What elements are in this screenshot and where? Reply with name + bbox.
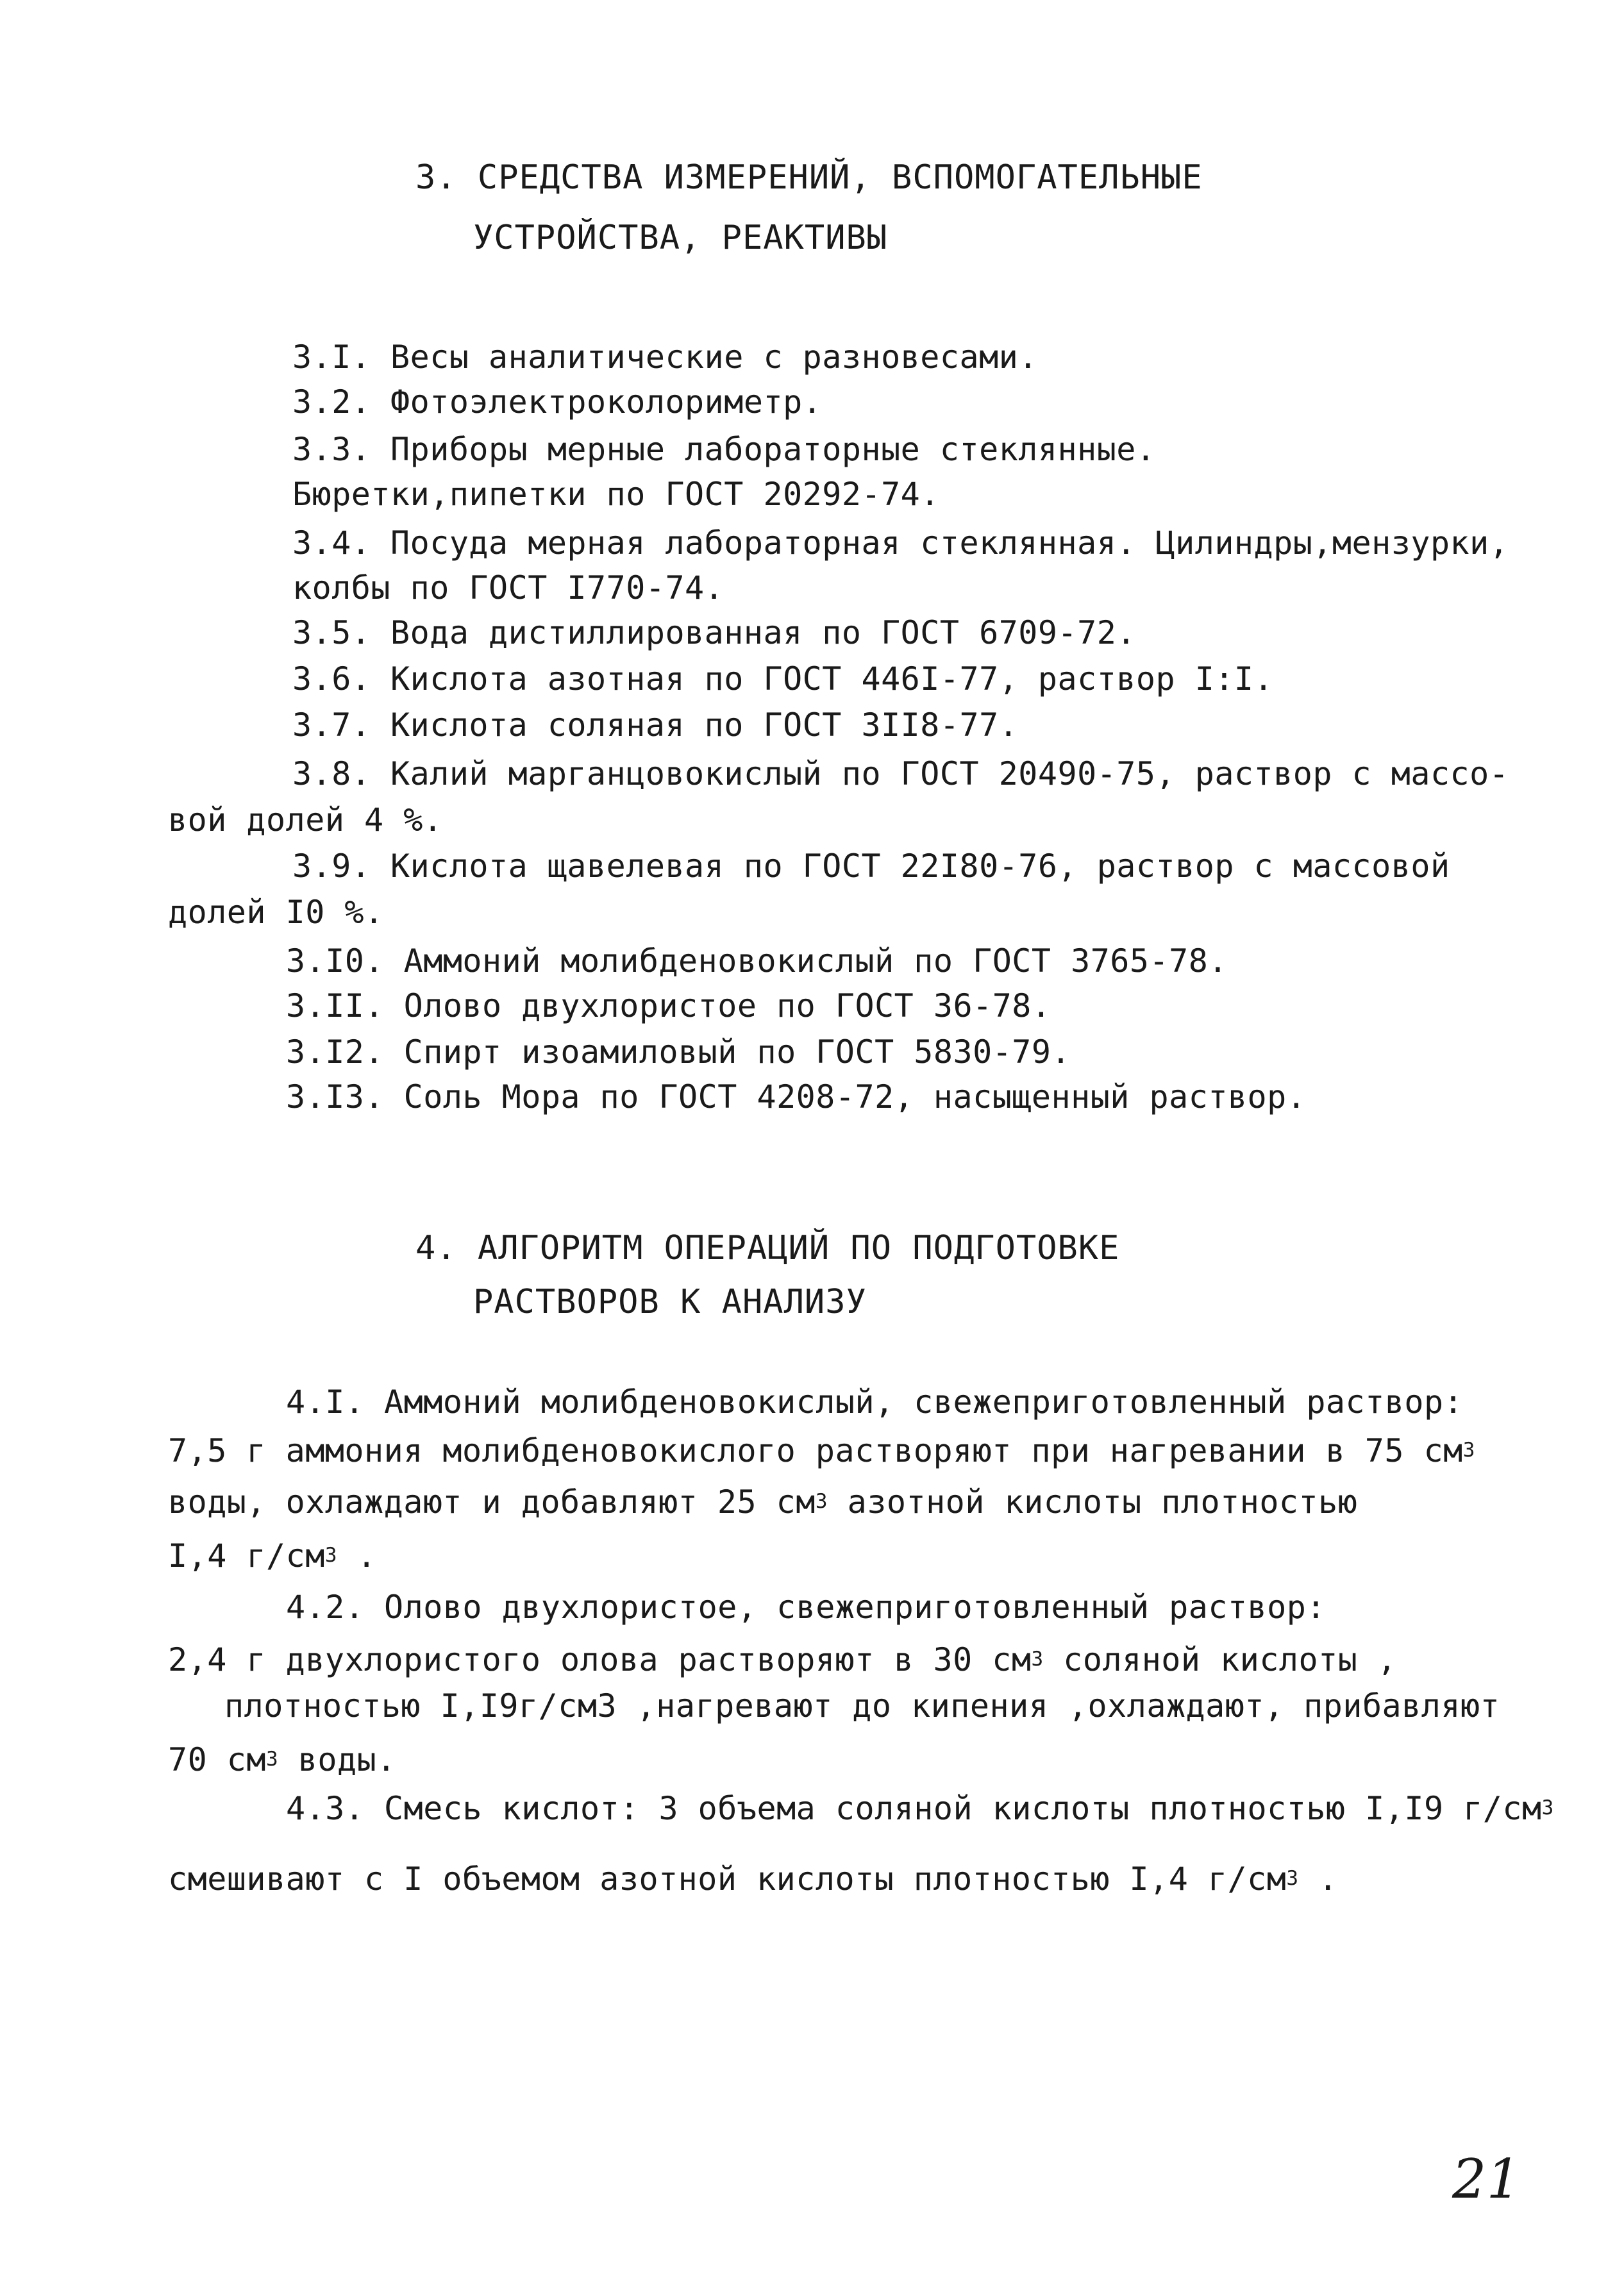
item-3-13: 3.I3. Соль Мора по ГОСТ 4208-72, насыщенный раствор. (286, 1078, 1307, 1115)
para-4-2-line4: 70 $см^3$ воды. (168, 1741, 396, 1778)
item-3-9-cont: долей I0 %. (168, 894, 384, 931)
item-3-2: 3.2. Фотоэлектроколориметр. (292, 383, 823, 421)
para-4-2-line1: 4.2. Олово двухлористое, свежеприготовленный раствор: (286, 1589, 1326, 1626)
section-4-heading-line1: 4. АЛГОРИТМ ОПЕРАЦИЙ ПО ПОДГОТОВКЕ (415, 1229, 1120, 1267)
item-3-11: 3.II. Олово двухлористое по ГОСТ 36-78. (286, 987, 1051, 1024)
item-3-8: 3.8. Калий марганцовокислый по ГОСТ 20490-75, раствор с массо- (292, 755, 1509, 792)
para-4-1-line2: 7,5 г аммония молибденовокислого растворяют при нагревании в 75 $см^3$ (168, 1432, 1475, 1469)
para-4-1-line1: 4.I. Аммоний молибденовокислый, свежеприготовленный раствор: (286, 1383, 1464, 1421)
item-3-8-cont: вой долей 4 %. (168, 801, 443, 839)
section-4-heading-line2: РАСТВОРОВ К АНАЛИЗУ (473, 1283, 867, 1321)
item-3-9: 3.9. Кислота щавелевая по ГОСТ 22I80-76, раствор с массовой (292, 848, 1450, 885)
section-3-heading-line2: УСТРОЙСТВА, РЕАКТИВЫ (473, 219, 888, 257)
para-4-2-line2: 2,4 г двухлористого олова растворяют в 30 $см^3$ соляной кислоты , (168, 1641, 1397, 1678)
para-4-1-line4: I,4 $г/см^3$ . (168, 1537, 377, 1575)
page-number: 21 (1452, 2148, 1521, 2210)
item-3-4: 3.4. Посуда мерная лабораторная стеклянная. Цилиндры,мензурки, (292, 524, 1509, 562)
item-3-12: 3.I2. Спирт изоамиловый по ГОСТ 5830-79. (286, 1033, 1071, 1071)
para-4-1-line3: воды, охлаждают и добавляют 25 $см^3$ азотной кислоты плотностью (168, 1483, 1358, 1521)
item-3-6: 3.6. Кислота азотная по ГОСТ 446I-77, раствор I:I. (292, 660, 1274, 697)
item-3-7: 3.7. Кислота соляная по ГОСТ 3II8-77. (292, 706, 1019, 744)
para-4-3-line2: смешивают с I объемом азотной кислоты плотностью I,4 $г/см^3$ . (168, 1860, 1338, 1898)
item-3-4-cont: колбы по ГОСТ I770-74. (292, 569, 724, 606)
item-3-1: 3.I. Весы аналитические с разновесами. (292, 338, 1038, 376)
item-3-10: 3.I0. Аммоний молибденовокислый по ГОСТ 3765-78. (286, 942, 1228, 980)
item-3-3: 3.3. Приборы мерные лабораторные стеклянные. (292, 431, 1156, 468)
para-4-3-line1: 4.3. Смесь кислот: 3 объема соляной кислоты плотностью I,I9 $г/см^3$ (286, 1790, 1554, 1827)
para-4-2-line3: плотностью I,I9г/см3 ,нагревают до кипения ,охлаждают, прибавляют (224, 1687, 1500, 1725)
section-3-heading-line1: 3. СРЕДСТВА ИЗМЕРЕНИЙ, ВСПОМОГАТЕЛЬНЫЕ (415, 158, 1203, 197)
item-3-5: 3.5. Вода дистиллированная по ГОСТ 6709-72. (292, 614, 1136, 651)
item-3-3-cont: Бюретки,пипетки по ГОСТ 20292-74. (292, 476, 940, 513)
